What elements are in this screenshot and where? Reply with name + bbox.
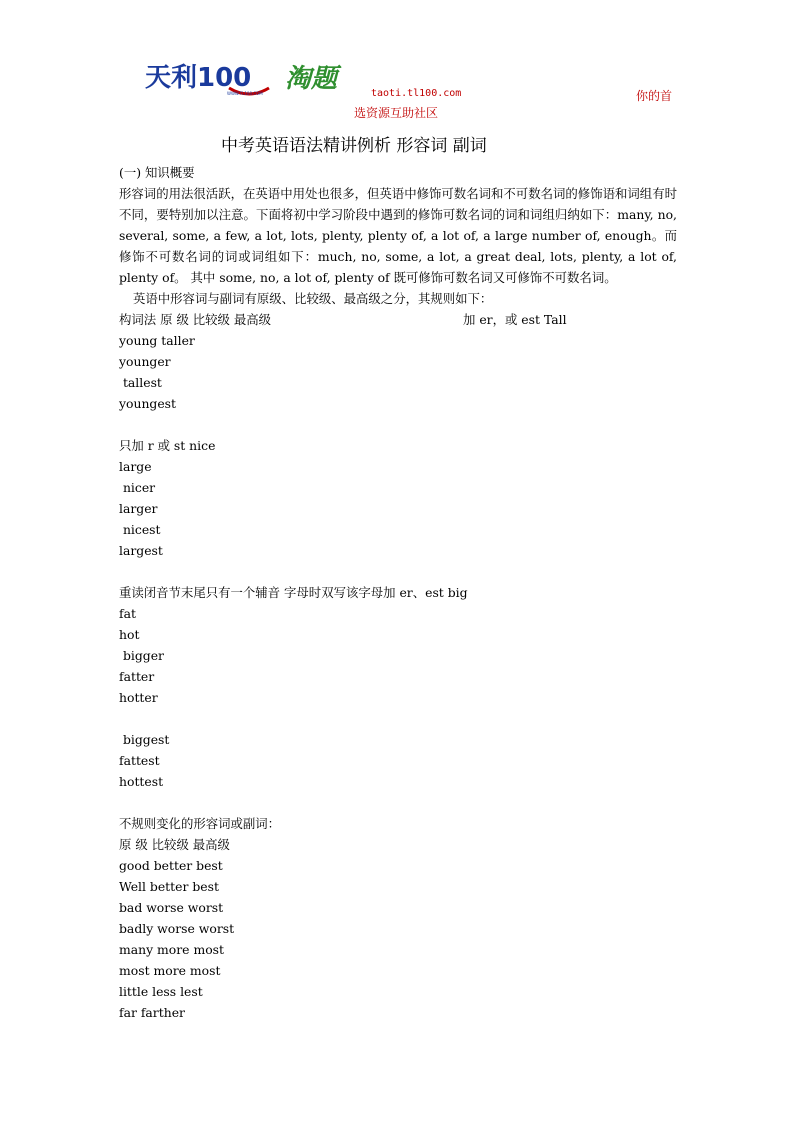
table-header-right: 加 er，或 est Tall [463, 312, 567, 327]
list-item: most more most [119, 963, 221, 978]
list-item: bad worse worst [119, 900, 224, 915]
list-item: largest [119, 543, 163, 558]
list-item: nicer [119, 480, 156, 495]
list-item: many more most [119, 942, 225, 957]
logo-main-text: 天利100 [145, 63, 252, 93]
slogan-right: 你的首 [636, 89, 673, 103]
table-header-row [119, 309, 679, 330]
group-heading: 重读闭音节末尾只有一个辅音 字母时双写该字母加 er、est big [119, 585, 468, 600]
list-item: youngest [119, 396, 177, 411]
paragraph-2: 英语中形容词与副词有原级、比较级、最高级之分，其规则如下： [133, 291, 493, 306]
logo-sub-text: 淘题 [285, 64, 338, 94]
list-item: hottest [119, 774, 164, 789]
site-logo [143, 58, 353, 98]
list-item: far farther [119, 1005, 185, 1020]
document-body [119, 162, 679, 1023]
paragraph-1: 形容词的用法很活跃，在英语中用处也很多，但英语中修饰可数名词和不可数名词的修饰语和词组有时不同，要特别加以注意。下面将初中学习阶段中遇到的修饰可数名词的词和词组归纳如下：many, no, several, some, a few, a lot, lots, plenty, plenty of, a lot of, a large number of, enough。而修饰不可数名词的词或词组如下：much, no, some, a lot, a great deal, lots, plenty, a lot of, plenty of。 其中 some, no, a lot of, plenty of 既可修饰可数名词又可修饰不可数名词。 [119, 186, 677, 285]
logo-small-url: WWW.TL100.COM [227, 91, 263, 96]
list-item: nicest [119, 522, 161, 537]
spacer [119, 561, 679, 582]
page-title: 中考英语语法精讲例析 形容词 副词 [221, 136, 487, 156]
list-item: fatter [119, 669, 155, 684]
logo-graphic [143, 58, 353, 98]
spacer [119, 414, 679, 435]
list-item: tallest [119, 375, 162, 390]
list-item: larger [119, 501, 158, 516]
list-item: hot [119, 627, 140, 642]
list-item: bigger [119, 648, 164, 663]
list-item: fat [119, 606, 136, 621]
slogan-line2: 选资源互助社区 [354, 106, 439, 120]
section-heading: (一) 知识概要 [119, 165, 195, 180]
list-item: fattest [119, 753, 160, 768]
table-header-left: 构词法 原 级 比较级 最高级 [119, 312, 272, 327]
list-item: hotter [119, 690, 158, 705]
list-item: badly worse worst [119, 921, 235, 936]
list-item: large [119, 459, 152, 474]
group-heading: 只加 r 或 st nice [119, 438, 216, 453]
list-item: young taller [119, 333, 195, 348]
list-item: Well better best [119, 879, 219, 894]
irregular-heading: 不规则变化的形容词或副词： [119, 816, 281, 831]
list-item: younger [119, 354, 171, 369]
list-item: little less lest [119, 984, 203, 999]
spacer [119, 708, 679, 729]
spacer [119, 792, 679, 813]
list-item: good better best [119, 858, 223, 873]
list-item: biggest [119, 732, 170, 747]
site-url[interactable]: taoti.tl100.com [371, 88, 462, 99]
irregular-columns: 原 级 比较级 最高级 [119, 837, 230, 852]
